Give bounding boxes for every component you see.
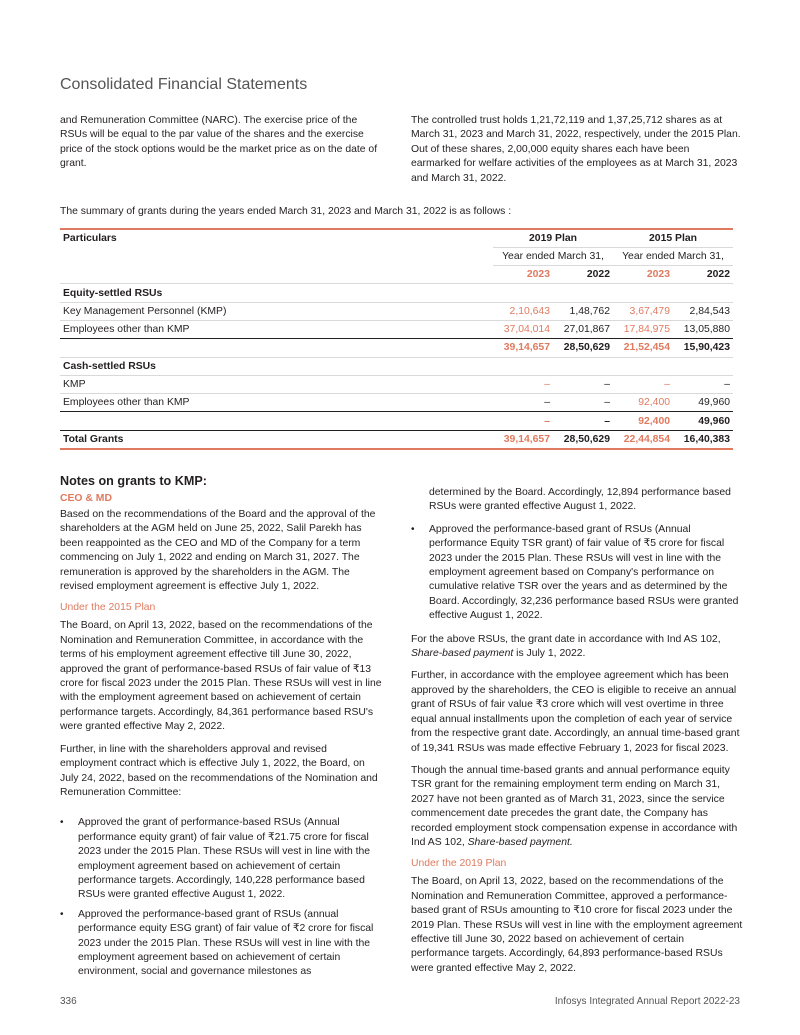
cell-2019-2023: –	[493, 375, 553, 393]
notes-paragraph	[411, 764, 743, 850]
table-row	[60, 320, 733, 338]
notes-paragraph: The Board, on April 13, 2022, based on the recommendations of the Nomination and Remuneration Committee, in accordance with the terms of his employment agreement effective till June 30, 2022, approved the grant of performance-based RSUs of fair value of ₹13 crore for fiscal 2023 under the 2015 Plan. These RSUs will vest in line with the employment agreement based on achievement of certain performance targets. Accordingly, 84,361 performance based RSU's were granted effective May 2, 2022.	[60, 620, 382, 733]
cell-2019-2023: 39,14,657	[493, 430, 553, 448]
cell-2019-2022: –	[553, 412, 613, 430]
grant-bullet-list	[411, 523, 743, 624]
year-2022-header: 2022	[673, 266, 733, 284]
table-row	[60, 394, 733, 412]
year-2023-header: 2023	[613, 266, 673, 284]
row-label: Employees other than KMP	[60, 394, 493, 412]
year-2022-header: 2022	[553, 266, 613, 284]
cell-2015-2022: 49,960	[673, 412, 733, 430]
page-number: 336	[60, 996, 77, 1007]
cell-2019-2022: 28,50,629	[553, 430, 613, 448]
intro-right-paragraph: The controlled trust holds 1,21,72,119 and 1,37,25,712 shares as at March 31, 2023 and March 31, 2022, respectively, under the 2015 Plan. Out of these shares, 2,00,000 equity shares each have been earmarked for welfare activities of the employees as at March 31, 2023 and March 31, 2022.	[411, 115, 741, 184]
report-title: Infosys Integrated Annual Report 2022-23	[554, 996, 740, 1007]
notes-paragraph: Further, in accordance with the employee agreement which has been approved by the shareholders, the CEO is eligible to receive an annual grant of RSUs of fair value ₹3 crore which will vest overtime in three equal annual installments upon the completion of each year of service from the respective grant date. Accordingly, an annual time-based grant of 19,341 RSUs was made effective February 1, 2023 for fiscal 2023.	[411, 670, 740, 754]
cell-2015-2023: 17,84,975	[613, 320, 673, 338]
row-label	[60, 412, 493, 430]
plan-2015-header: 2015 Plan	[613, 229, 733, 247]
table-section-row	[60, 357, 733, 375]
plan-2019-header: 2019 Plan	[493, 229, 613, 247]
plan-2015-subheading: Under the 2015 Plan	[60, 602, 156, 614]
cell-2015-2022: 2,84,543	[673, 302, 733, 320]
table-years-row	[60, 266, 733, 284]
table-row	[60, 375, 733, 393]
notes-heading: Notes on grants to KMP:	[60, 474, 207, 488]
table-subtotal-row	[60, 339, 733, 357]
cash-settled-heading: Cash-settled RSUs	[60, 357, 733, 375]
table-subtotal-row	[60, 412, 733, 430]
table-subheader-row	[60, 247, 733, 265]
cell-2019-2022: –	[553, 394, 613, 412]
notes-paragraph	[411, 633, 743, 662]
intro-left-paragraph: and Remuneration Committee (NARC). The exercise price of the RSUs will be equal to the par value of the shares and the exercise price of the stock options would be the market price as on the date of grant.	[60, 115, 378, 170]
cell-2015-2023: 3,67,479	[613, 302, 673, 320]
cell-2015-2022: 13,05,880	[673, 320, 733, 338]
cell-2015-2022: 16,40,383	[673, 430, 733, 448]
cell-2019-2023: –	[493, 394, 553, 412]
list-item: • Approved the grant of performance-based RSUs (Annual performance equity grant) of fair value of ₹21.75 crore for fiscal 2023 under the 2015 Plan. These RSUs will vest in line with the employment agreement based on achievement of certain performance targets. Accordingly, 140,228 performance based RSUs were granted effective August 1, 2022.	[60, 816, 383, 902]
page-title: Consolidated Financial Statements	[60, 76, 308, 93]
list-item: • Approved the performance-based grant of RSUs (annual performance equity ESG grant) of fair value of ₹2 crore for fiscal 2023 under the 2015 Plan. These RSUs will vest in line with the employment agreement based on achievement of certain environment, social and governance milestones as	[60, 908, 383, 980]
notes-left-column	[60, 474, 383, 985]
cell-2019-2023: –	[493, 412, 553, 430]
row-label: Key Management Personnel (KMP)	[60, 302, 493, 320]
row-label	[60, 339, 493, 357]
cell-2019-2022: 27,01,867	[553, 320, 613, 338]
cell-2015-2023: 92,400	[613, 394, 673, 412]
cell-2015-2022: –	[673, 375, 733, 393]
emphasis-text: Share-based payment	[411, 648, 514, 660]
cell-2015-2022: 49,960	[673, 394, 733, 412]
row-label: Employees other than KMP	[60, 320, 493, 338]
particulars-header: Particulars	[60, 229, 493, 247]
text-run: is July 1, 2022.	[513, 648, 586, 660]
cell-2015-2023: 22,44,854	[613, 430, 673, 448]
summary-text: The summary of grants during the years ended March 31, 2023 and March 31, 2022 is as follows :	[60, 206, 512, 217]
cell-2015-2023: 21,52,454	[613, 339, 673, 357]
table-total-row	[60, 430, 733, 448]
cell-2019-2023: 39,14,657	[493, 339, 553, 357]
notes-paragraph: The Board, on April 13, 2022, based on the recommendations of the Nomination and Remuneration Committee, approved a performance-based grant of RSUs amounting to ₹10 crore for fiscal 2023 under the 2019 Plan. These RSUs will vest in line with the employment agreement effective till June 30, 2022 based on achievement of certain performance targets. Accordingly, 64,893 performance-based RSUs were granted effective May 2, 2022.	[411, 876, 743, 974]
ceo-md-heading: CEO & MD	[60, 493, 112, 504]
table-header-row	[60, 229, 733, 247]
list-item: • Approved the performance-based grant of RSUs (Annual performance Equity TSR grant) of fair value of ₹5 crore for fiscal 2023 under the 2015 Plan. These RSUs will vest in line with the employment agreement based on Company's performance on cumulative relative TSR over the years and as determined by the Board. Accordingly, 32,236 performance based RSUs were granted effective August 1, 2022.	[411, 523, 743, 624]
cell-2019-2022: –	[553, 375, 613, 393]
cell-2019-2023: 37,04,014	[493, 320, 553, 338]
table-section-row	[60, 284, 733, 302]
notes-right-column	[411, 486, 743, 984]
notes-paragraph: Further, in line with the shareholders approval and revised employment contract which is effective July 1, 2022, the Board, on July 24, 2022, based on the recommendations of the Nomination and Remuneration Committee:	[60, 743, 378, 798]
text-run: For the above RSUs, the grant date in accordance with Ind AS 102,	[411, 633, 721, 645]
cell-2015-2022: 15,90,423	[673, 339, 733, 357]
row-label: KMP	[60, 375, 493, 393]
grant-bullet-list	[60, 816, 383, 979]
cell-2015-2023: –	[613, 375, 673, 393]
grants-table	[60, 228, 733, 450]
year-ended-2019-header: Year ended March 31,	[493, 247, 613, 265]
text-run: Though the annual time-based grants and annual performance equity TSR grant for the remaining employment term ending on March 31, 2027 have not been granted as of March 31, 2023, since the service commencement date precedes the grant date, the Company has recorded employment stock compensation expense in accordance with Ind AS 102,	[411, 764, 738, 848]
cell-2019-2023: 2,10,643	[493, 302, 553, 320]
table-row	[60, 302, 733, 320]
year-ended-2015-header: Year ended March 31,	[613, 247, 733, 265]
plan-2019-subheading: Under the 2019 Plan	[411, 858, 507, 870]
total-grants-label: Total Grants	[60, 430, 493, 448]
notes-paragraph: Based on the recommendations of the Board and the approval of the shareholders at the AGM held on June 25, 2022, Salil Parekh has been reappointed as the CEO and MD of the Company for a term commencing on July 1, 2022 and ending on March 31, 2027. The remuneration is approved by the shareholders in the AGM. The revised employment agreement is effective July 1, 2022.	[60, 509, 376, 593]
emphasis-text: Share-based payment.	[467, 836, 573, 848]
bullet-continuation: determined by the Board. Accordingly, 12,894 performance based RSUs were granted effective August 1, 2022.	[429, 487, 731, 513]
cell-2015-2023: 92,400	[613, 412, 673, 430]
equity-settled-heading: Equity-settled RSUs	[60, 284, 733, 302]
cell-2019-2022: 28,50,629	[553, 339, 613, 357]
cell-2019-2022: 1,48,762	[553, 302, 613, 320]
year-2023-header: 2023	[493, 266, 553, 284]
